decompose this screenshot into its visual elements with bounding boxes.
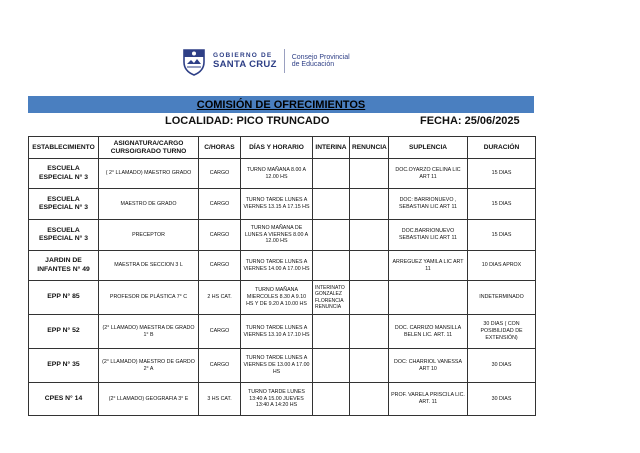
horas-cell: CARGO: [199, 315, 241, 349]
interina-cell: [313, 159, 350, 189]
table-row: [29, 251, 536, 281]
asignatura-cell: PRECEPTOR: [99, 220, 199, 251]
suplencia-cell: PROF. VARELA PRISCILA LIC. ART. 11: [389, 383, 468, 416]
asignatura-cell: MAESTRO DE GRADO: [99, 189, 199, 220]
horas-cell: CARGO: [199, 159, 241, 189]
suplencia-cell: DOC. CARRIZO MANSILLA BELEN LIC. ART. 11: [389, 315, 468, 349]
gov-line2: SANTA CRUZ: [213, 59, 277, 70]
duracion-cell: 15 DIAS: [468, 189, 536, 220]
suplencia-cell: DOC.BARRIONUEVO SEBASTIAN LIC ART 11: [389, 220, 468, 251]
asignatura-cell: (2° LLAMADO) MAESTRA DE GRADO 1° B: [99, 315, 199, 349]
establecimiento-cell: ESCUELA ESPECIAL N° 3: [29, 220, 99, 251]
table-row: [29, 189, 536, 220]
horario-cell: TURNO MAÑANA 8.00 A 12.00 HS: [241, 159, 313, 189]
horario-cell: TURNO MAÑANA MIERCOLES 8.30 A 9.10 HS Y DE 9.20 A 10.00 HS: [241, 281, 313, 315]
header-divider: [284, 49, 285, 73]
fecha-label: FECHA: 25/06/2025: [420, 115, 520, 127]
duracion-cell: 15 DIAS: [468, 159, 536, 189]
localidad-label: LOCALIDAD: PICO TRUNCADO: [165, 115, 330, 127]
interina-cell: INTERINATO GONZALEZ FLORENCIA RENUNCIA: [313, 281, 350, 315]
table-header-row: [29, 137, 536, 159]
interina-cell: [313, 315, 350, 349]
interina-cell: [313, 251, 350, 281]
establecimiento-cell: EPP N° 52: [29, 315, 99, 349]
renuncia-cell: [350, 189, 389, 220]
suplencia-cell: DOC.OYARZO CELINA LIC ART 11: [389, 159, 468, 189]
horario-cell: TURNO TARDE LUNES A VIERNES 14.00 A 17.00 HS: [241, 251, 313, 281]
document-title: COMISIÓN DE OFRECIMIENTOS: [196, 98, 366, 111]
asignatura-cell: PROFESOR DE PLÁSTICA 7° C: [99, 281, 199, 315]
interina-cell: [313, 189, 350, 220]
renuncia-cell: [350, 383, 389, 416]
renuncia-cell: [350, 251, 389, 281]
duracion-cell: 30 DIAS: [468, 383, 536, 416]
col-header: DURACIÓN: [468, 137, 536, 159]
duracion-cell: 15 DIAS: [468, 220, 536, 251]
col-header: SUPLENCIA: [389, 137, 468, 159]
horas-cell: CARGO: [199, 189, 241, 220]
horario-cell: TURNO TARDE LUNES A VIERNES 13.15 A 17.15 HS: [241, 189, 313, 220]
renuncia-cell: [350, 349, 389, 383]
horario-cell: TURNO TARDE LUNES A VIERNES 13.10 A 17.10 HS: [241, 315, 313, 349]
document-header: [181, 44, 350, 78]
table-row: [29, 383, 536, 416]
subheader: [28, 113, 534, 130]
santa-cruz-crest-icon: [181, 46, 207, 76]
horario-cell: TURNO TARDE LUNES A VIERNES DE 13.00 A 17.00 HS: [241, 349, 313, 383]
renuncia-cell: [350, 315, 389, 349]
table-row: [29, 281, 536, 315]
suplencia-cell: ARREGUEZ YAMILA LIC ART 11: [389, 251, 468, 281]
col-header: ESTABLECIMIENTO: [29, 137, 99, 159]
renuncia-cell: [350, 281, 389, 315]
government-wordmark: [213, 53, 277, 70]
establecimiento-cell: EPP N° 35: [29, 349, 99, 383]
asignatura-cell: MAESTRA DE SECCION 3 L: [99, 251, 199, 281]
interina-cell: [313, 383, 350, 416]
establecimiento-cell: JARDIN DE INFANTES N° 49: [29, 251, 99, 281]
duracion-cell: 30 DIAS ( CON POSIBILIDAD DE EXTENSIÓN): [468, 315, 536, 349]
col-header: RENUNCIA: [350, 137, 389, 159]
suplencia-cell: DOC: BARRIONUEVO , SEBASTIAN LIC ART 11: [389, 189, 468, 220]
renuncia-cell: [350, 220, 389, 251]
table-row: [29, 315, 536, 349]
establecimiento-cell: ESCUELA ESPECIAL N° 3: [29, 189, 99, 220]
cpe-line2: de Educación: [291, 61, 335, 68]
establecimiento-cell: EPP N° 85: [29, 281, 99, 315]
establecimiento-cell: CPES N° 14: [29, 383, 99, 416]
title-bar: [28, 96, 534, 113]
horas-cell: CARGO: [199, 220, 241, 251]
col-header: ASIGNATURA/CARGO CURSO/GRADO TURNO: [99, 137, 199, 159]
duracion-cell: INDETERMINADO: [468, 281, 536, 315]
duracion-cell: 30 DIAS: [468, 349, 536, 383]
table-row: [29, 349, 536, 383]
table-row: [29, 220, 536, 251]
horas-cell: CARGO: [199, 349, 241, 383]
col-header: C/HORAS: [199, 137, 241, 159]
horas-cell: CARGO: [199, 251, 241, 281]
asignatura-cell: ( 2° LLAMADO) MAESTRO GRADO: [99, 159, 199, 189]
horario-cell: TURNO MAÑANA DE LUNES A VIERNES 8.00 A 12.00 HS: [241, 220, 313, 251]
offers-table: [28, 136, 536, 416]
gov-line1: GOBIERNO DE: [213, 51, 273, 59]
establecimiento-cell: ESCUELA ESPECIAL N° 3: [29, 159, 99, 189]
interina-cell: [313, 349, 350, 383]
table-row: [29, 159, 536, 189]
interina-cell: [313, 220, 350, 251]
council-wordmark: [292, 54, 350, 69]
horas-cell: 3 HS CAT.: [199, 383, 241, 416]
duracion-cell: 10 DIAS APROX: [468, 251, 536, 281]
cpe-line1: Consejo Provincial: [291, 53, 350, 61]
col-header: DÍAS Y HORARIO: [241, 137, 313, 159]
renuncia-cell: [350, 159, 389, 189]
suplencia-cell: [389, 281, 468, 315]
suplencia-cell: DOC: CHARRIOL VANESSA ART 10: [389, 349, 468, 383]
horario-cell: TURNO TARDE LUNES 13:40 A 15.00 JUEVES 13:40 A 14:20 HS: [241, 383, 313, 416]
asignatura-cell: (2° LLAMADO) GEOGRAFIA 3° E: [99, 383, 199, 416]
col-header: INTERINA: [313, 137, 350, 159]
asignatura-cell: (2° LLAMADO) MAESTRO DE GARDO 2° A: [99, 349, 199, 383]
horas-cell: 2 HS CAT.: [199, 281, 241, 315]
